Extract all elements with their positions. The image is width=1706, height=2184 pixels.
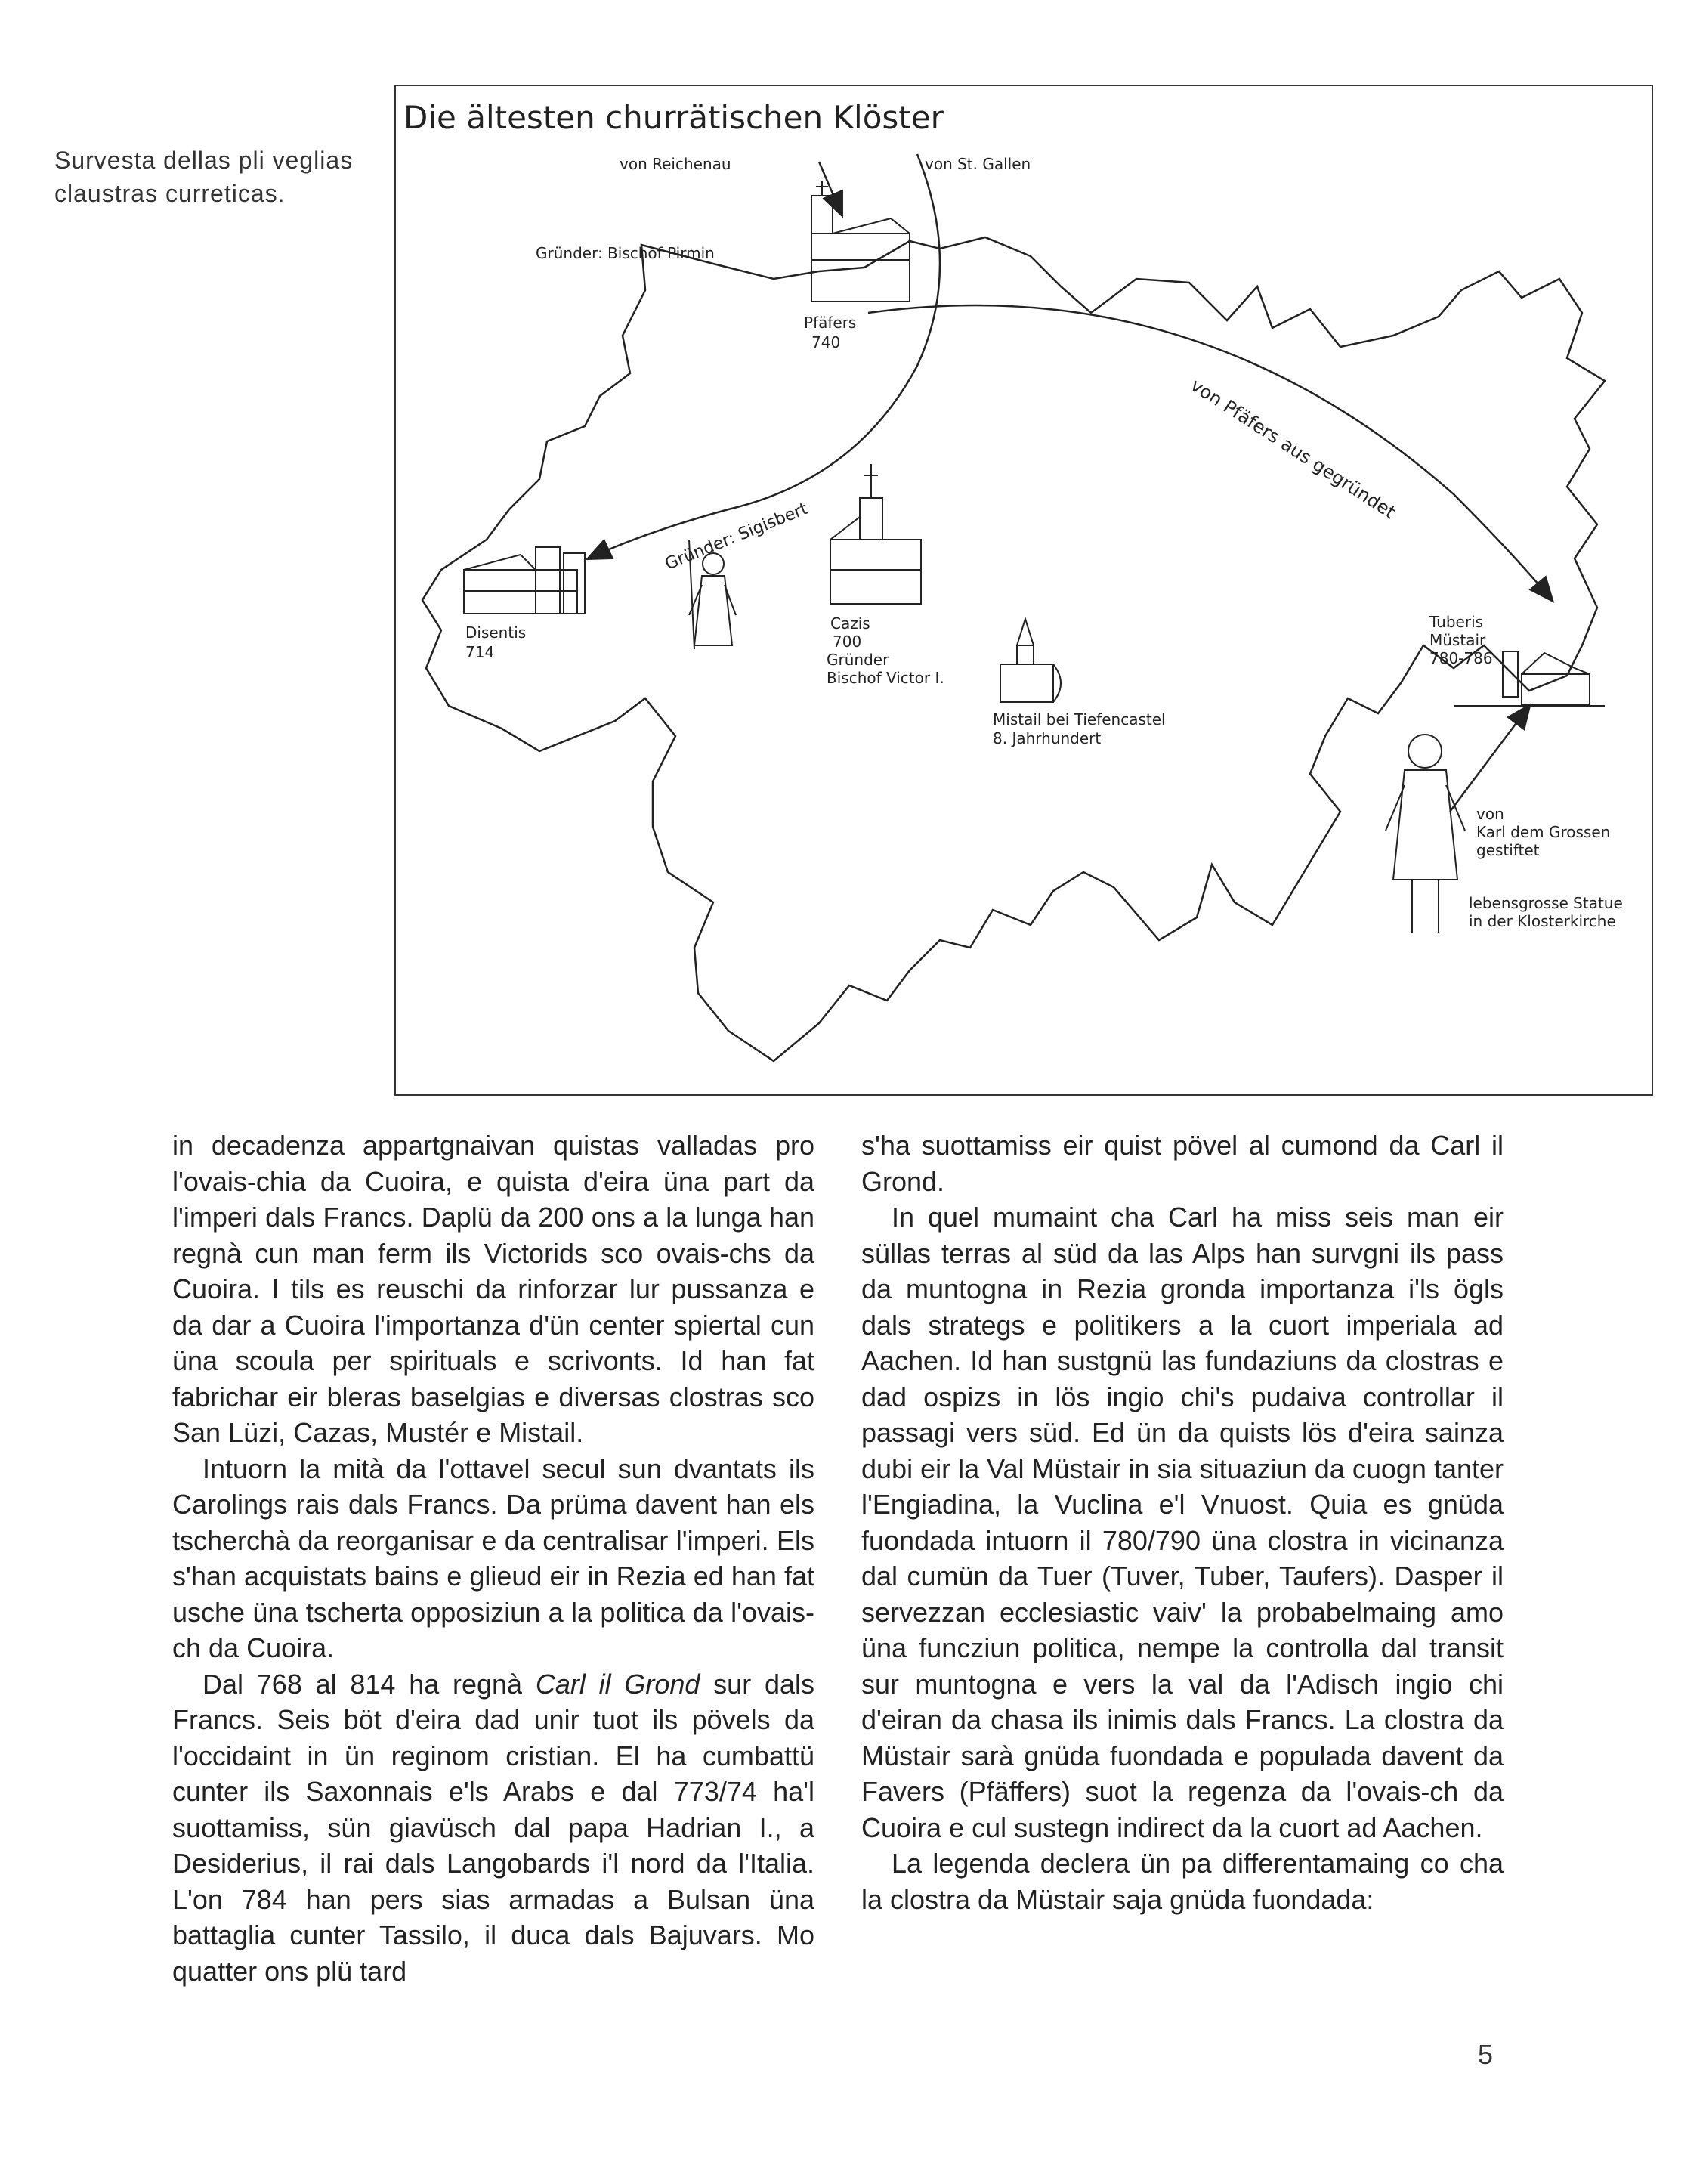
label-pfaefers-year: 740 <box>811 333 841 351</box>
label-tuberis: Tuberis <box>1429 613 1484 631</box>
map-title: Die ältesten churrätischen Klöster <box>403 99 944 136</box>
label-tuberis-muestair: Müstair <box>1429 631 1486 649</box>
label-reichenau: von Reichenau <box>620 155 731 173</box>
paragraph: in decadenza appartgnaivan quistas valladas pro l'ovais-chia da Cuoira, e quista d'eira üna part da l'imperi dals Francs. Daplü da 200 ons a la lunga han regnà cun man ferm ils Victorids sco ovais-chs da Cuoira. I tils es reuschi da rinforzar lur pussanza e da dar a Cuoira l'importanza d'ün center spiertal cun üna scoula per spirituals e scrivonts. Id han fat fabrichar eir bleras baselgias e diversas clostras sco San Lüzi, Cazas, Mustér e Mistail. <box>172 1130 814 1448</box>
text-span: Dal 768 al 814 ha regnà <box>202 1668 536 1700</box>
graubuenden-outline <box>422 237 1605 1061</box>
label-stgallen: von St. Gallen <box>925 155 1031 173</box>
label-mistail: Mistail bei Tiefencastel <box>993 710 1166 729</box>
label-pirmin: Gründer: Bischof Pirmin <box>536 244 715 262</box>
mistail-church-drawing <box>1000 619 1061 702</box>
label-karl-name: Karl dem Grossen <box>1476 823 1611 841</box>
paragraph: La legenda declera ün pa differentamaing co cha la clostra da Müstair saja gnüda fuondada: <box>861 1848 1504 1915</box>
figure-caption: Survesta dellas pli veglias claustras curreticas. <box>54 147 354 207</box>
paragraph: In quel mumaint cha Carl ha miss seis man eir süllas terras al süd da las Alps han survgni ils pass da muntogna in Rezia gronda importanza i'ls ögls dals strategs e politikers a la cuort imperiala ad Aachen. Id han sustgnü las fundaziuns da clostras e dad ospizs in lös ingio chi's pudaiva controllar il passagi vers süd. Ed ün da quists lös d'eira sainza dubi eir la Val Müstair in sia situaziun da cuogn tanter l'Engiadina, la Vuclina e'l Vnuost. Quia es gnüda fuondada intuorn il 780/790 üna clostra in vicinanza dal cumün da Tuer (Tuver, Tuber, Taufers). Dasper il servezzan ecclesiastic vaiv' la probabelmaing amo üna funcziun politica, nempe la controlla dal transit sur muntogna e vers la val da l'Adisch ingio chi d'eiran da chasa ils inimis dals Francs. La clostra da Müstair sarà gnüda fuondada e populada davent da Favers (Pfäffers) suot la regenza da l'ovais-ch da Cuoira e cul sustegn indirect da la cuort ad Aachen. <box>861 1202 1504 1843</box>
label-cazis-founder-name: Bischof Victor I. <box>827 669 944 687</box>
label-karl-von: von <box>1476 805 1504 823</box>
text-span: sur dals Francs. Seis böt d'eira dad unir tuot ils pövels da l'occidaint in ün reginom cristian. El ha cumbattü cunter ils Saxonnais e'ls Arabs e dal 773/74 ha'l suottamiss, sün giavüsch dal papa Hadrian I., a Desiderius, il rai dals Langobards i'l nord da l'Italia. L'on 784 han pers sias armadas a Bulsan üna battaglia cunter Tassilo, il duca dals Bajuvars. Mo quatter ons plü tard <box>172 1668 814 1987</box>
paragraph <box>172 1666 814 1990</box>
label-tuberis-years: 780-786 <box>1429 649 1493 667</box>
label-disentis-year: 714 <box>465 643 495 661</box>
label-disentis: Disentis <box>465 623 527 642</box>
label-statue-church: in der Klosterkirche <box>1469 912 1616 930</box>
page-number: 5 <box>1478 2039 1494 2070</box>
emphasized-name: Carl il Grond <box>535 1668 700 1700</box>
text-column-right <box>861 1128 1504 1917</box>
disentis-monastery-drawing <box>464 547 585 614</box>
stgallen-route <box>589 154 940 558</box>
karl-statue-drawing <box>1386 735 1465 933</box>
map-drawing <box>396 86 1655 1097</box>
text-column-left <box>172 1128 814 1989</box>
label-cazis: Cazis <box>830 614 870 633</box>
monastery-map <box>394 85 1653 1096</box>
label-statue: lebensgrosse Statue <box>1469 894 1623 912</box>
pfaefers-monastery-drawing <box>811 181 910 302</box>
label-karl-founded: gestiftet <box>1476 841 1540 859</box>
paragraph: Intuorn la mità da l'ottavel secul sun dvantats ils Carolings rais dals Francs. Da prüma davent han els tscherchà da reorganisar e da centralisar l'imperi. Els s'han acquistats bains e glieud eir in Rezia ed han fat usche üna tscherta opposiziun a la politica da l'ovais-ch da Cuoira. <box>172 1452 814 1663</box>
karl-statue-arrow <box>1450 706 1529 812</box>
cazis-monastery-drawing <box>830 464 921 604</box>
label-pfaefers: Pfäfers <box>804 314 857 332</box>
label-sigisbert: Gründer: Sigisbert <box>662 499 811 574</box>
label-cazis-year: 700 <box>833 633 862 651</box>
label-from-pfaefers: von Pfäfers aus gegründet <box>1186 374 1400 523</box>
pfaefers-muestair-arrow <box>868 305 1552 600</box>
label-mistail-century: 8. Jahrhundert <box>993 729 1102 747</box>
label-cazis-founder: Gründer <box>827 651 889 669</box>
paragraph: s'ha suottamiss eir quist pövel al cumond da Carl il Grond. <box>861 1130 1504 1197</box>
